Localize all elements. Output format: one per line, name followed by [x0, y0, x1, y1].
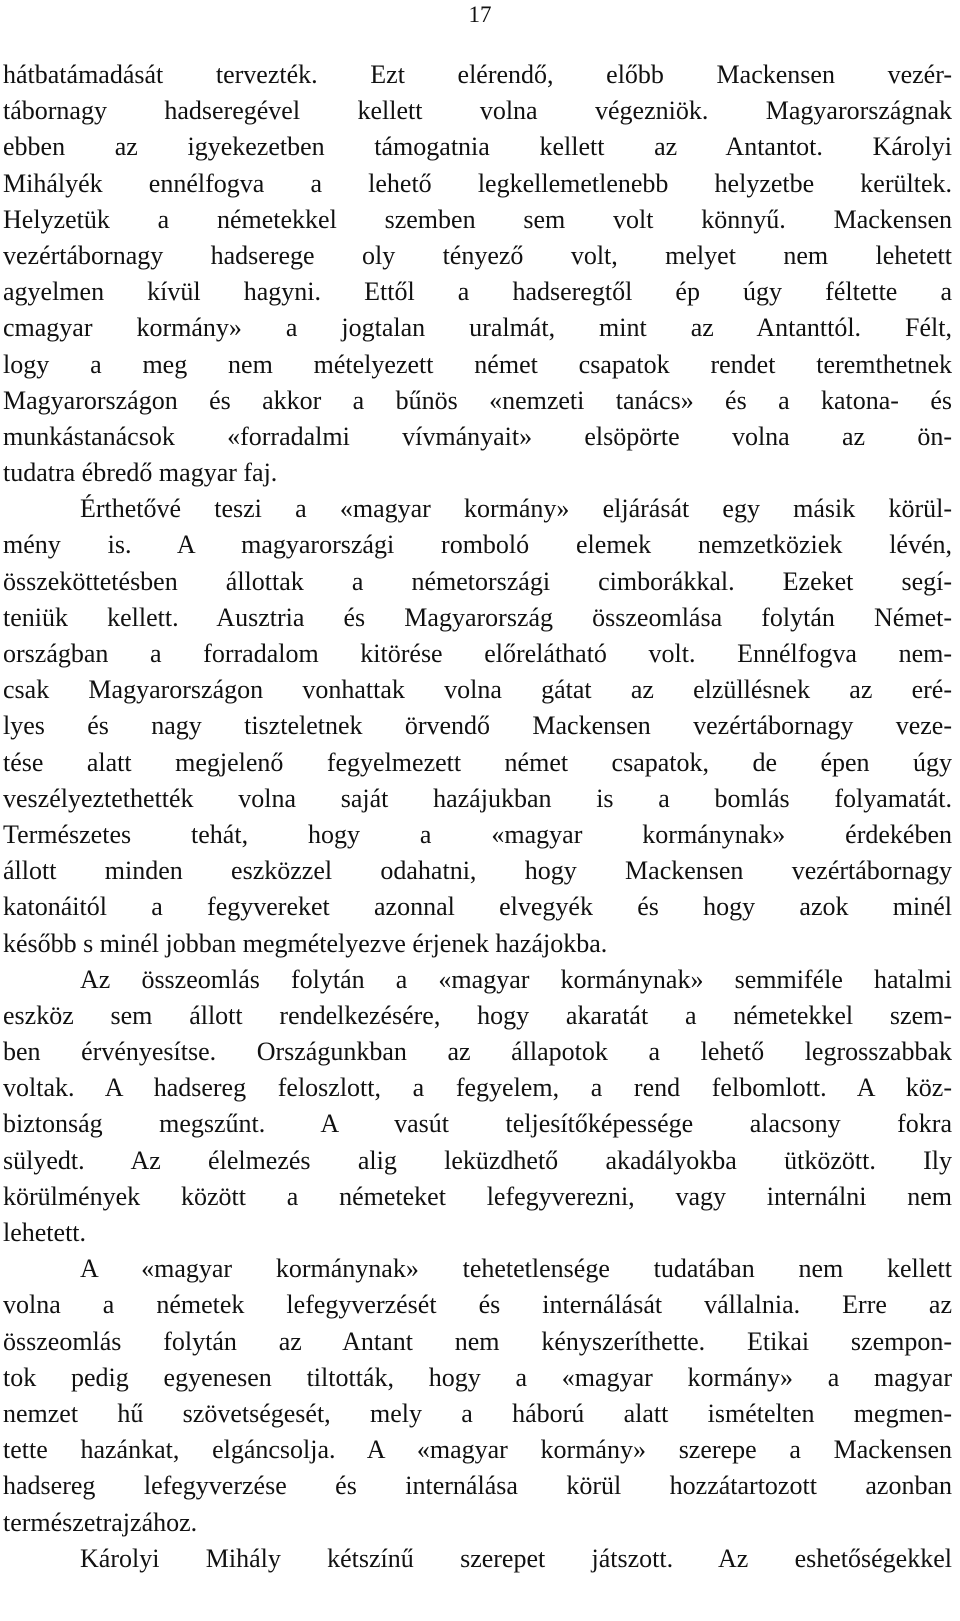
text-line: Mihályék ennélfogva a lehető legkellemetlenebb helyzetbe kerültek.: [3, 168, 952, 198]
body-text: [0, 57, 960, 1577]
text-line: sülyedt. Az élelmezés alig leküzdhető akadályokba ütközött. Ily: [3, 1145, 952, 1175]
page-number: 17: [468, 2, 492, 27]
text-line: összeköttetésben állottak a németországi cimborákkal. Ezeket segí-: [3, 566, 952, 596]
text-line: hátbatámadását tervezték. Ezt elérendő, előbb Mackensen vezér-: [3, 60, 952, 89]
text-line: összeomlás folytán az Antant nem kényszeríthette. Etikai szempon-: [3, 1326, 952, 1356]
text-line: A «magyar kormánynak» tehetetlensége tudatában nem kellett: [80, 1254, 952, 1284]
text-line: tette hazánkat, elgáncsolja. A «magyar kormány» szerepe a Mackensen: [3, 1435, 952, 1465]
text-line: mény is. A magyarországi romboló elemek nemzetköziek lévén,: [3, 530, 952, 560]
text-line: veszélyeztethették volna saját hazájukban is a bomlás folyamatát.: [3, 783, 952, 813]
text-line: később s minél jobban megmételyezve érjenek hazájokba.: [3, 928, 608, 958]
text-line: biztonság megszűnt. A vasút teljesítőképessége alacsony fokra: [3, 1109, 952, 1139]
text-line: agyelmen kívül hagyni. Ettől a hadseregtől ép úgy féltette a: [3, 277, 952, 307]
text-line: hadsereg lefegyverzése és internálása körül hozzátartozott azonban: [3, 1471, 952, 1501]
text-line: vezértábornagy hadserege oly tényező volt, melyet nem lehetett: [3, 240, 952, 270]
text-line: Magyarországon és akkor a bűnös «nemzeti tanács» és a katona- és: [3, 385, 952, 415]
text-line: tábornagy hadseregével kellett volna végezniök. Magyarországnak: [3, 96, 952, 126]
text-line: nemzet hű szövetségesét, mely a háború alatt ismételten megmen-: [3, 1398, 952, 1428]
text-line: volna a németek lefegyverzését és internálását vállalnia. Erre az: [3, 1290, 952, 1320]
text-line: Az összeomlás folytán a «magyar kormánynak» semmiféle hatalmi: [80, 964, 952, 994]
text-line: logy a meg nem mételyezett német csapatok rendet teremthetnek: [3, 349, 952, 379]
text-line: természetrajzához.: [3, 1507, 198, 1537]
text-line: munkástanácsok «forradalmi vívmányait» elsöpörte volna az ön-: [3, 421, 952, 451]
text-line: teniük kellett. Ausztria és Magyarország összeomlása folytán Német-: [3, 602, 952, 632]
text-line: tok pedig egyenesen tiltották, hogy a «magyar kormány» a magyar: [3, 1362, 952, 1392]
text-line: állott minden eszközzel odahatni, hogy Mackensen vezértábornagy: [3, 856, 952, 886]
text-line: csak Magyarországon vonhattak volna gátat az elzüllésnek az eré-: [3, 675, 952, 705]
text-line: tudatra ébredő magyar faj.: [3, 458, 278, 488]
text-line: körülmények között a németeket lefegyverezni, vagy internálni nem: [3, 1181, 952, 1211]
text-line: cmagyar kormány» a jogtalan uralmát, mint az Antanttól. Félt,: [3, 313, 952, 343]
text-line: lyes és nagy tiszteletnek örvendő Mackensen vezértábornagy veze-: [3, 711, 952, 741]
text-line: ebben az igyekezetben támogatnia kellett az Antantot. Károlyi: [3, 132, 952, 162]
text-line: lehetett.: [3, 1218, 87, 1247]
text-line: eszköz sem állott rendelkezésére, hogy akaratát a németekkel szem-: [3, 1000, 952, 1030]
text-line: katonáitól a fegyvereket azonnal elvegyék és hogy azok minél: [3, 892, 952, 922]
text-line: voltak. A hadsereg feloszlott, a fegyelem, a rend felbomlott. A köz-: [3, 1073, 952, 1103]
text-line: ben érvényesítse. Országunkban az állapotok a lehető legrosszabbak: [3, 1037, 952, 1067]
text-line: Helyzetük a németekkel szemben sem volt könnyű. Mackensen: [3, 204, 952, 234]
text-line: tése alatt megjelenő fegyelmezett német csapatok, de épen úgy: [3, 747, 952, 777]
text-line: Károlyi Mihály kétszínű szerepet játszott. Az eshetőségekkel: [80, 1543, 952, 1573]
text-line: Érthetővé teszi a «magyar kormány» eljárását egy másik körül-: [80, 494, 952, 524]
text-line: országban a forradalom kitörése előrelátható volt. Ennélfogva nem-: [3, 639, 952, 668]
text-line: Természetes tehát, hogy a «magyar kormánynak» érdekében: [3, 819, 952, 849]
